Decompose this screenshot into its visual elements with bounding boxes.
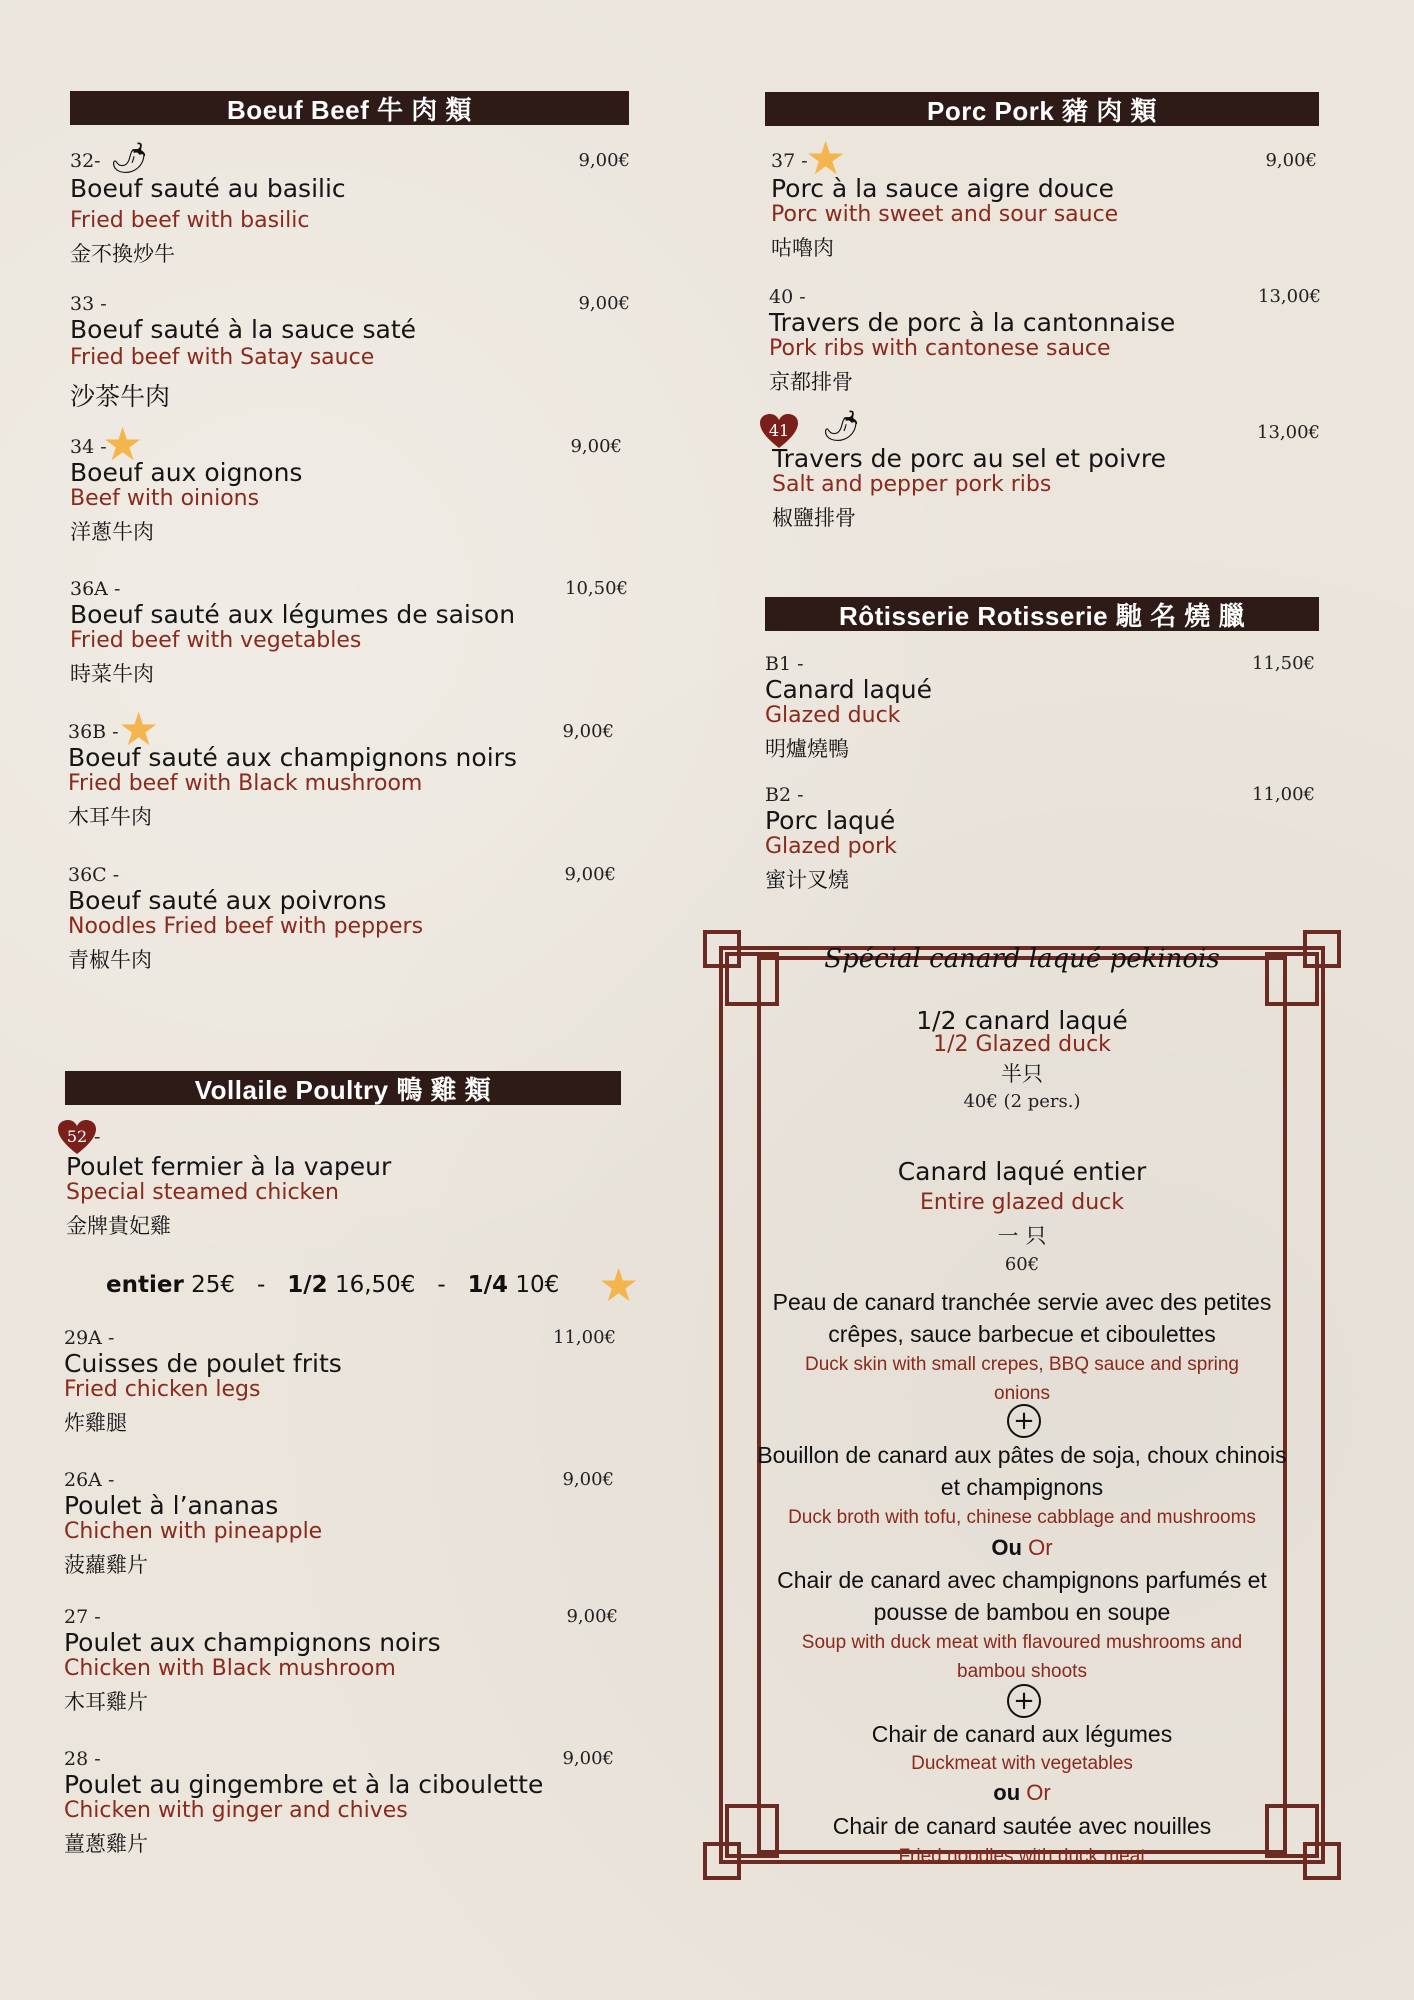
item-name-zh: 金牌貴妃雞 <box>66 1214 171 1238</box>
portion-prices <box>106 1272 559 1298</box>
star-icon: ★ <box>118 702 160 756</box>
portion-separator: - <box>256 1272 266 1298</box>
item-number: 32- <box>70 150 101 172</box>
menu-item-33 <box>70 293 630 413</box>
item-number: 29A - <box>64 1327 115 1349</box>
course3b-fr: Chair de canard sautée avec nouilles <box>832 1813 1212 1839</box>
item-name-zh: 炸雞腿 <box>64 1411 127 1435</box>
item-number: 52 <box>66 1127 88 1146</box>
half-duck-zh: 半只 <box>1001 1062 1043 1086</box>
menu-item-52 <box>58 1120 618 1240</box>
whole-duck-price: 60€ <box>1004 1254 1040 1275</box>
course1-en-line2: onions <box>994 1383 1050 1404</box>
item-name-en: Chichen with pineapple <box>64 1519 323 1544</box>
half-duck-fr: 1/2 canard laqué <box>916 1006 1128 1035</box>
item-number: B1 - <box>765 653 804 675</box>
course2b-en-line2: bambou shoots <box>957 1661 1087 1682</box>
item-name-zh: 洋蔥牛肉 <box>70 520 154 544</box>
star-icon: ★ <box>102 417 144 471</box>
or-fr: ou <box>993 1780 1021 1805</box>
item-name-en: Glazed pork <box>765 834 897 859</box>
course2b-fr <box>703 1564 1341 1628</box>
menu-item-26a <box>64 1469 614 1589</box>
star-icon: ★ <box>805 131 847 185</box>
portion-whole-label: entier <box>106 1272 184 1298</box>
item-name-zh: 金不換炒牛 <box>70 242 175 266</box>
course1-en <box>703 1350 1341 1408</box>
item-price: 9,00€ <box>564 864 616 885</box>
course1-fr-line2: crêpes, sauce barbecue et ciboulettes <box>828 1321 1216 1347</box>
item-name-fr: Poulet aux champignons noirs <box>64 1628 441 1657</box>
item-name-zh: 青椒牛肉 <box>68 948 152 972</box>
menu-item-36c <box>68 864 616 984</box>
item-name-en: Pork ribs with cantonese sauce <box>769 336 1111 361</box>
course2a-en: Duck broth with tofu, chinese cabblage and mushrooms <box>788 1507 1256 1528</box>
item-name-zh: 木耳牛肉 <box>68 805 152 829</box>
item-number: 27 - <box>64 1606 101 1628</box>
item-name-zh: 薑蔥雞片 <box>64 1832 148 1856</box>
plus-icon: + <box>1007 1404 1041 1438</box>
half-duck-price: 40€ (2 pers.) <box>963 1091 1081 1112</box>
item-dash: - <box>94 1126 101 1148</box>
menu-item-29a <box>64 1327 616 1447</box>
item-price: 13,00€ <box>1258 286 1321 307</box>
item-name-fr: Porc laqué <box>765 806 896 835</box>
item-name-fr: Cuisses de poulet frits <box>64 1349 342 1378</box>
item-name-zh: 時菜牛肉 <box>70 662 154 686</box>
chili-icon: 🌶 <box>822 409 861 444</box>
item-price: 9,00€ <box>562 721 614 742</box>
menu-item-41 <box>760 409 1320 534</box>
item-name-zh: 咕嚕肉 <box>771 236 834 260</box>
course2b-en-line1: Soup with duck meat with flavoured mushrooms and <box>801 1632 1243 1653</box>
item-price: 11,00€ <box>1252 784 1315 805</box>
item-name-zh: 椒鹽排骨 <box>772 506 856 530</box>
item-name-en: Beef with oinions <box>70 486 260 511</box>
item-name-en: Glazed duck <box>765 703 901 728</box>
menu-item-28 <box>64 1748 614 1868</box>
whole-duck-fr: Canard laqué entier <box>897 1157 1147 1186</box>
menu-item-34 <box>70 417 622 556</box>
course3a-en: Duckmeat with vegetables <box>911 1753 1133 1774</box>
chili-icon: 🌶 <box>110 141 149 176</box>
rotisserie-section-header: Rôtisserie Rotisserie 馳 名 燒 臘 <box>765 597 1319 631</box>
item-name-en: Porc with sweet and sour sauce <box>771 202 1119 227</box>
item-number: 36A - <box>70 578 121 600</box>
item-number: 37 - <box>771 150 808 172</box>
item-name-en: Chicken with Black mushroom <box>64 1656 396 1681</box>
portion-half-price: 16,50€ <box>334 1272 416 1298</box>
menu-item-32 <box>70 141 630 270</box>
course1-fr-line1: Peau de canard tranchée servie avec des petites <box>772 1289 1272 1315</box>
item-name-fr: Travers de porc au sel et poivre <box>772 444 1166 473</box>
item-name-fr: Porc à la sauce aigre douce <box>771 174 1114 203</box>
item-name-en: Fried beef with Satay sauce <box>70 345 375 370</box>
item-price: 9,00€ <box>562 1748 614 1769</box>
portion-whole-price: 25€ <box>191 1272 236 1298</box>
item-name-en: Salt and pepper pork ribs <box>772 472 1052 497</box>
course2b-fr-line1: Chair de canard avec champignons parfumés et <box>777 1567 1267 1593</box>
or-fr: Ou <box>991 1535 1022 1560</box>
menu-item-b1 <box>765 653 1315 773</box>
course2b-fr-line2: pousse de bambou en soupe <box>873 1599 1171 1625</box>
course3b-en: Fried noodles with duck meat <box>898 1846 1146 1867</box>
item-price: 11,50€ <box>1252 653 1315 674</box>
item-name-zh: 京都排骨 <box>769 370 853 394</box>
item-name-fr: Boeuf sauté aux légumes de saison <box>70 600 516 629</box>
item-name-zh: 明爐燒鴨 <box>765 737 849 761</box>
item-price: 9,00€ <box>562 1469 614 1490</box>
or-en: Or <box>1028 1535 1053 1560</box>
item-name-fr: Poulet à l’ananas <box>64 1491 279 1520</box>
whole-duck-en: Entire glazed duck <box>919 1190 1124 1215</box>
menu-item-40 <box>769 286 1321 406</box>
menu-item-27 <box>64 1606 618 1726</box>
heart-icon <box>58 1120 96 1156</box>
item-number: 33 - <box>70 293 107 315</box>
item-name-fr: Boeuf sauté au basilic <box>70 174 346 203</box>
item-price: 13,00€ <box>1257 422 1320 443</box>
item-name-zh: 木耳雞片 <box>64 1690 148 1714</box>
item-price: 9,00€ <box>578 293 630 314</box>
item-price: 9,00€ <box>1265 150 1317 171</box>
item-number: B2 - <box>765 784 804 806</box>
item-number: 36C - <box>68 864 120 886</box>
star-icon: ★ <box>598 1258 640 1312</box>
beef-section-header: Boeuf Beef 牛 肉 類 <box>70 91 629 125</box>
item-number: 26A - <box>64 1469 115 1491</box>
item-number: 28 - <box>64 1748 101 1770</box>
item-price: 10,50€ <box>565 578 628 599</box>
item-number: 36B - <box>68 721 119 743</box>
item-name-fr: Boeuf sauté aux poivrons <box>68 886 387 915</box>
item-name-en: Noodles Fried beef with peppers <box>68 914 424 939</box>
menu-item-36a <box>70 578 628 698</box>
course2a-fr-line1: Bouillon de canard aux pâtes de soja, choux chinois <box>757 1442 1287 1468</box>
or-en: Or <box>1026 1780 1051 1805</box>
item-name-en: Fried chicken legs <box>64 1377 261 1402</box>
item-price: 9,00€ <box>578 150 630 171</box>
course3a-fr: Chair de canard aux légumes <box>871 1721 1173 1747</box>
item-name-fr: Canard laqué <box>765 675 932 704</box>
item-number: 34 - <box>70 436 107 458</box>
course2a-fr-line2: et champignons <box>940 1474 1104 1500</box>
item-number: 41 <box>768 421 790 440</box>
menu-item-b2 <box>765 784 1315 904</box>
item-name-zh: 沙茶牛肉 <box>70 382 171 411</box>
item-name-en: Fried beef with vegetables <box>70 628 362 653</box>
or-separator-1 <box>703 1535 1341 1561</box>
item-price: 9,00€ <box>566 1606 618 1627</box>
poultry-section-header: Vollaile Poultry 鴨 雞 類 <box>65 1071 621 1105</box>
portion-quarter-price: 10€ <box>515 1272 560 1298</box>
menu-item-36b <box>68 702 614 841</box>
item-name-fr: Boeuf sauté aux champignons noirs <box>68 743 517 772</box>
course1-en-line1: Duck skin with small crepes, BBQ sauce and spring <box>804 1354 1239 1375</box>
item-name-en: Fried beef with basilic <box>70 208 310 233</box>
menu-item-37 <box>771 131 1317 270</box>
item-name-fr: Poulet au gingembre et à la ciboulette <box>64 1770 544 1799</box>
whole-duck-zh: 一 只 <box>997 1224 1047 1248</box>
or-separator-2 <box>703 1780 1341 1806</box>
item-name-fr: Boeuf sauté à la sauce saté <box>70 315 417 344</box>
pork-section-header: Porc Pork 豬 肉 類 <box>765 92 1319 126</box>
portion-half-label: 1/2 <box>287 1272 328 1298</box>
item-name-en: Special steamed chicken <box>66 1180 339 1205</box>
course2a-fr <box>703 1439 1341 1503</box>
item-name-fr: Travers de porc à la cantonnaise <box>769 308 1176 337</box>
item-name-zh: 菠蘿雞片 <box>64 1553 148 1577</box>
item-name-fr: Boeuf aux oignons <box>70 458 303 487</box>
item-name-zh: 蜜计叉燒 <box>765 868 849 892</box>
item-name-en: Fried beef with Black mushroom <box>68 771 423 796</box>
course1-fr <box>703 1286 1341 1350</box>
item-name-fr: Poulet fermier à la vapeur <box>66 1152 392 1181</box>
item-number: 40 - <box>769 286 806 308</box>
special-title: Spécial canard laqué pekinois <box>824 944 1220 974</box>
course2b-en <box>703 1628 1341 1686</box>
item-price: 11,00€ <box>553 1327 616 1348</box>
plus-icon: + <box>1007 1684 1041 1718</box>
item-name-en: Chicken with ginger and chives <box>64 1798 408 1823</box>
half-duck-en: 1/2 Glazed duck <box>933 1032 1111 1057</box>
item-price: 9,00€ <box>570 436 622 457</box>
portion-separator: - <box>437 1272 446 1298</box>
portion-quarter-label: 1/4 <box>467 1272 509 1298</box>
